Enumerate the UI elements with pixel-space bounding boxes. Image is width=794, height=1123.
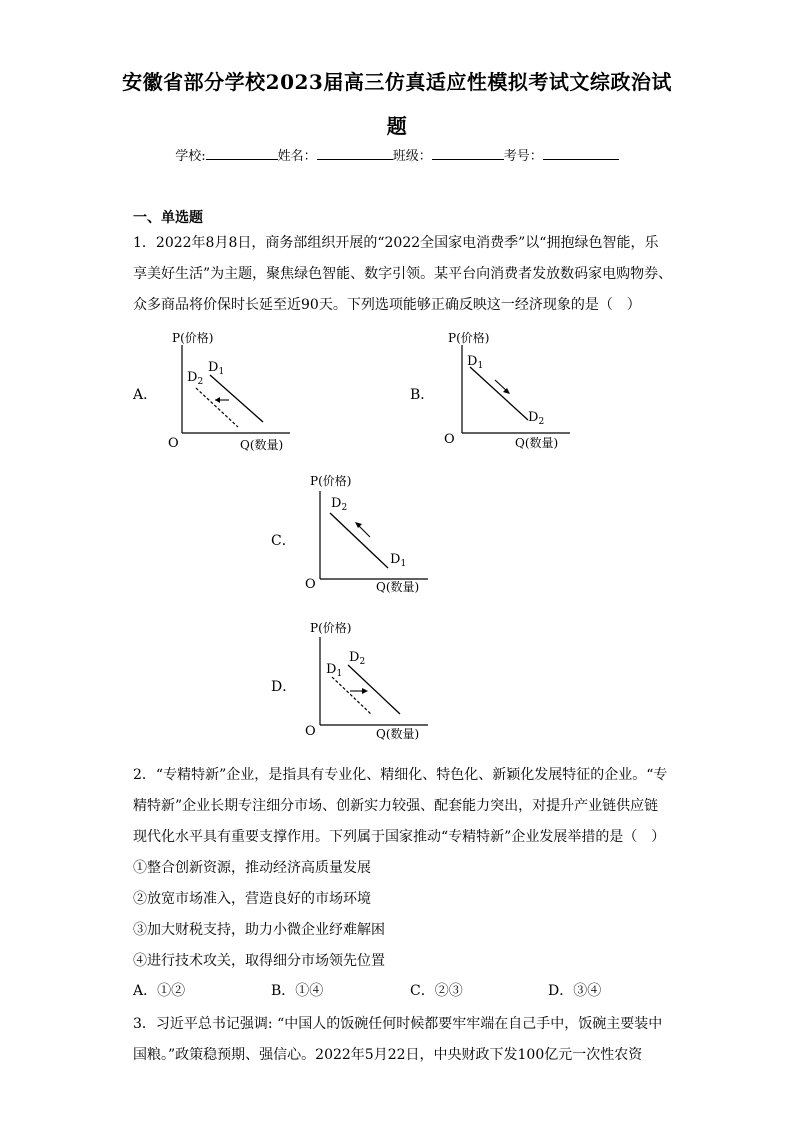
school-blank[interactable]: [206, 145, 278, 160]
option-c-label[interactable]: C．: [271, 533, 296, 549]
x-axis-label: Q(数量): [240, 438, 284, 452]
q3-line2: 国粮。”政策稳预期、强信心。2022年5月22日，中央财政下发100亿元一次性农资: [133, 1047, 643, 1063]
class-blank[interactable]: [432, 145, 504, 160]
d1-label: $D_1$: [326, 662, 343, 679]
number-label: 考号：: [503, 149, 543, 164]
y-axis-label: P(价格): [310, 621, 352, 635]
demand-curve-d2: [348, 665, 400, 714]
x-axis-label: Q(数量): [515, 436, 559, 450]
exam-title-line2: 题: [386, 114, 408, 138]
option-b-label[interactable]: B．: [410, 387, 435, 403]
x-axis-label: Q(数量): [376, 580, 420, 594]
shift-arrow-head: [215, 397, 220, 403]
q1-line1: 1．2022年8月8日，商务部组织开展的“2022全国家电消费季”以“拥抱绿色智能，乐: [133, 235, 659, 251]
shift-arrow-head: [362, 688, 368, 694]
option-a-label[interactable]: A．: [133, 387, 158, 403]
d2-label: $D_2$: [187, 370, 204, 387]
q2-line2: 精特新”企业长期专注细分市场、创新实力较强、配套能力突出，对提升产业链供应链: [133, 798, 659, 814]
q2-line1: 2．“专精特新”企业，是指具有专业化、精细化、特色化、新颖化发展特征的企业。“专: [133, 767, 668, 783]
y-axis-label: P(价格): [310, 474, 352, 488]
d2-label: $D_2$: [528, 410, 545, 427]
section-heading: 一、单选题: [133, 210, 203, 226]
q3-line1: 3．习近平总书记强调: “中国人的饭碗任何时候都要牢牢端在自己手中，饭碗主要装中: [133, 1016, 663, 1032]
origin-label: O: [305, 724, 316, 739]
q2-choice-b[interactable]: B．①④: [271, 983, 324, 999]
x-axis-label: Q(数量): [376, 727, 420, 741]
movement-arrow-head: [355, 522, 362, 528]
q2-item-4: ④进行技术攻关，取得细分市场领先位置: [133, 953, 385, 969]
y-axis-label: P(价格): [448, 331, 490, 345]
demand-curve: [330, 513, 388, 568]
d1-label: $D_1$: [390, 552, 407, 569]
origin-label: O: [305, 577, 316, 592]
d1-label: $D_1$: [467, 354, 484, 371]
d2-label: $D_2$: [331, 496, 348, 513]
option-a-graph: [160, 325, 300, 455]
student-info-row: [0, 145, 794, 164]
q2-choice-d[interactable]: D．③④: [548, 983, 602, 999]
option-c-graph: [298, 471, 438, 601]
option-d-graph: [298, 617, 438, 747]
option-d-label[interactable]: D．: [271, 679, 297, 695]
name-label: 姓名：: [277, 149, 317, 164]
exam-title-line1: 安徽省部分学校2023届高三仿真适应性模拟考试文综政治试: [122, 70, 672, 94]
q2-choice-a[interactable]: A．①②: [133, 983, 186, 999]
q2-item-3: ③加大财税支持，助力小微企业纾难解困: [133, 922, 385, 938]
q1-line3: 众多商品将价保时长延至近90天。下列选项能够正确反映这一经济现象的是（ ）: [133, 297, 641, 313]
number-blank[interactable]: [543, 145, 619, 160]
q2-item-2: ②放宽市场准入，营造良好的市场环境: [133, 891, 371, 907]
q2-line3: 现代化水平具有重要支撑作用。下列属于国家推动“专精特新”企业发展举措的是（ ）: [133, 829, 666, 845]
q1-line2: 享美好生活”为主题，聚焦绿色智能、数字引领。某平台向消费者发放数码家电购物券、: [133, 266, 673, 282]
name-blank[interactable]: [317, 145, 393, 160]
d1-label: $D_1$: [208, 360, 225, 377]
q2-item-1: ①整合创新资源，推动经济高质量发展: [133, 860, 371, 876]
school-label: 学校:: [175, 149, 206, 164]
option-b-graph: [440, 325, 580, 455]
d2-label: $D_2$: [349, 650, 366, 667]
demand-curve: [470, 367, 528, 420]
origin-label: O: [444, 432, 455, 447]
q2-choice-c[interactable]: C．②③: [410, 983, 463, 999]
origin-label: O: [168, 436, 179, 451]
class-label: 班级：: [392, 149, 432, 164]
y-axis-label: P(价格): [172, 331, 214, 345]
